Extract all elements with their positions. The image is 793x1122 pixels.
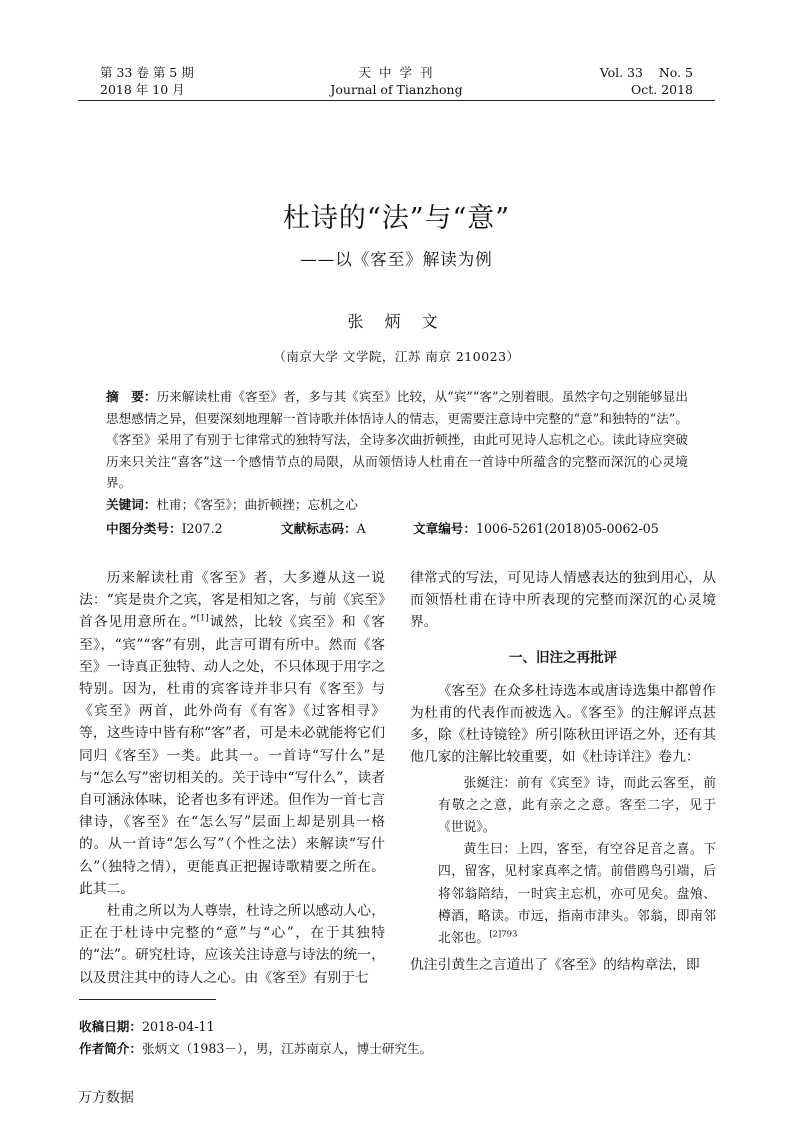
clc-value: I207.2: [181, 521, 223, 536]
keywords-label: 关键词：: [106, 497, 157, 512]
section-heading: 一、旧注之再批评: [509, 649, 617, 666]
author-name: 张 炳 文: [347, 312, 446, 331]
journal-name-cn: 天 中 学 刊: [358, 65, 435, 80]
journal-name-en: Journal of Tianzhong: [330, 82, 463, 97]
abstract-text: 历来解读杜甫《客至》者，多与其《宾至》比较，从“宾”“客”之别着眼。虽然字句之别能够显出思想感情之异，但要深刻地理解一首诗歌并体悟诗人的情志，更需要注意诗中完整的“意”和独特的“法”。《客至》采用了有别于七律常式的独特写法，全诗多次曲折顿挫，由此可见诗人忘机之心。读此诗应突破历来只关注“喜客”这一个感情节点的局限，从而领悟诗人杜甫在一首诗中所蕴含的完整而深沉的心灵境界。: [106, 389, 688, 490]
body-column-left: [79, 567, 385, 989]
body-column-right: [410, 567, 716, 976]
watermark: 万方数据: [78, 1090, 134, 1106]
citation-ref: [2]793: [489, 929, 518, 940]
paragraph: 仇注引黄生之言道出了《客至》的结构章法，即: [410, 957, 700, 974]
classification-line: [106, 518, 688, 540]
author-bio: 作者简介：张炳文（1983－），男，江苏南京人，博士研究生。: [79, 1041, 433, 1056]
article-subtitle: ——以《客至》解读为例: [300, 250, 493, 269]
paragraph: 杜甫之所以为人尊崇，杜诗之所以感动人心，正在于杜诗中完整的“意”与“心”，在于其独特的“法”。研究杜诗，应该关注诗意与诗法的统一，以及贯注其中的诗人之心。由《客至》有别于七: [79, 903, 385, 986]
article-no-value: 1006-5261(2018)05-0062-05: [475, 521, 659, 536]
keywords-text: 杜甫；《客至》；曲折顿挫；忘机之心: [156, 497, 358, 512]
footnote-rule: [79, 999, 216, 1000]
author-affiliation: （南京大学 文学院，江苏 南京 210023）: [273, 349, 520, 364]
footnotes: [79, 1016, 432, 1060]
volume-issue-en: Vol. 33 No. 5: [599, 65, 693, 80]
paragraph: 《客至》在众多杜诗选本或唐诗选集中都曾作为杜甫的代表作而被选入。《客至》的注解评点甚多，除《杜诗镜铨》所引陈秋田评语之外，还有其他几家的注解比较重要，如《杜诗详注》卷九：: [410, 682, 716, 766]
running-header-right: [600, 64, 693, 98]
abstract: [106, 386, 688, 494]
article-no-label: 文章编号：: [413, 521, 476, 536]
clc-label: 中图分类号：: [106, 521, 182, 536]
quote-paragraph: 张綖注：前有《宾至》诗，而此云客至，前有敬之之意，此有亲之之意。客至二字，见于《世说》。: [438, 775, 716, 836]
issue-date-cn: 2018 年 10 月: [100, 82, 185, 97]
abstract-label: 摘 要：: [106, 389, 157, 404]
article-title: 杜诗的“法”与“意”: [282, 203, 511, 234]
received-date: 收稿日期：2018-04-11: [79, 1019, 215, 1034]
issue-date-en: Oct. 2018: [630, 82, 693, 97]
citation-ref: [1]: [196, 613, 209, 624]
paragraph: 律常式的写法，可见诗人情感表达的独到用心，从而领悟杜甫在诗中所表现的完整而深沉的心灵境界。: [410, 570, 716, 631]
doc-code-value: A: [356, 521, 366, 536]
volume-issue: 第 33 卷 第 5 期: [100, 65, 194, 80]
block-quote: [410, 773, 716, 951]
paragraph: 历来解读杜甫《客至》者，大多遵从这一说法：“宾是贵介之宾，客是相知之客，与前《宾至》首各见用意所在。”[1]诚然，比较《宾至》和《客至》，“宾”“客”有别，此言可谓有所中。然而《客至》一诗真正独特、动人之处，不只体现于用字之特别。因为，杜甫的宾客诗并非只有《客至》与《宾至》两首，此外尚有《有客》《过客相寻》等，这些诗中皆有称“客”者，可是未必就能将它们同归《客至》一类。此其一。一首诗“写什么”是与“怎么写”密切相关的。关于诗中“写什么”，读者自可涵泳体味，论者也多有评述。但作为一首七言律诗，《客至》在“怎么写”层面上却是别具一格的。从一首诗“怎么写”（个性之法）来解读“写什么”（独特之情），更能真正把握诗歌精要之所在。此其二。: [79, 570, 385, 897]
doc-code-label: 文献标志码：: [281, 521, 357, 536]
quote-paragraph: 黄生曰：上四，客至，有空谷足音之喜。下四，留客，见村家真率之情。前借鸥鸟引端，后将邻翁陪结，一时宾主忘机，亦可见矣。盘飧、樽酒，略读。市远，指南市津头。邻翁，即南邻北邻也。$^{[2]793}$: [438, 842, 716, 947]
header-rule: [78, 100, 715, 101]
keywords: [106, 494, 688, 516]
